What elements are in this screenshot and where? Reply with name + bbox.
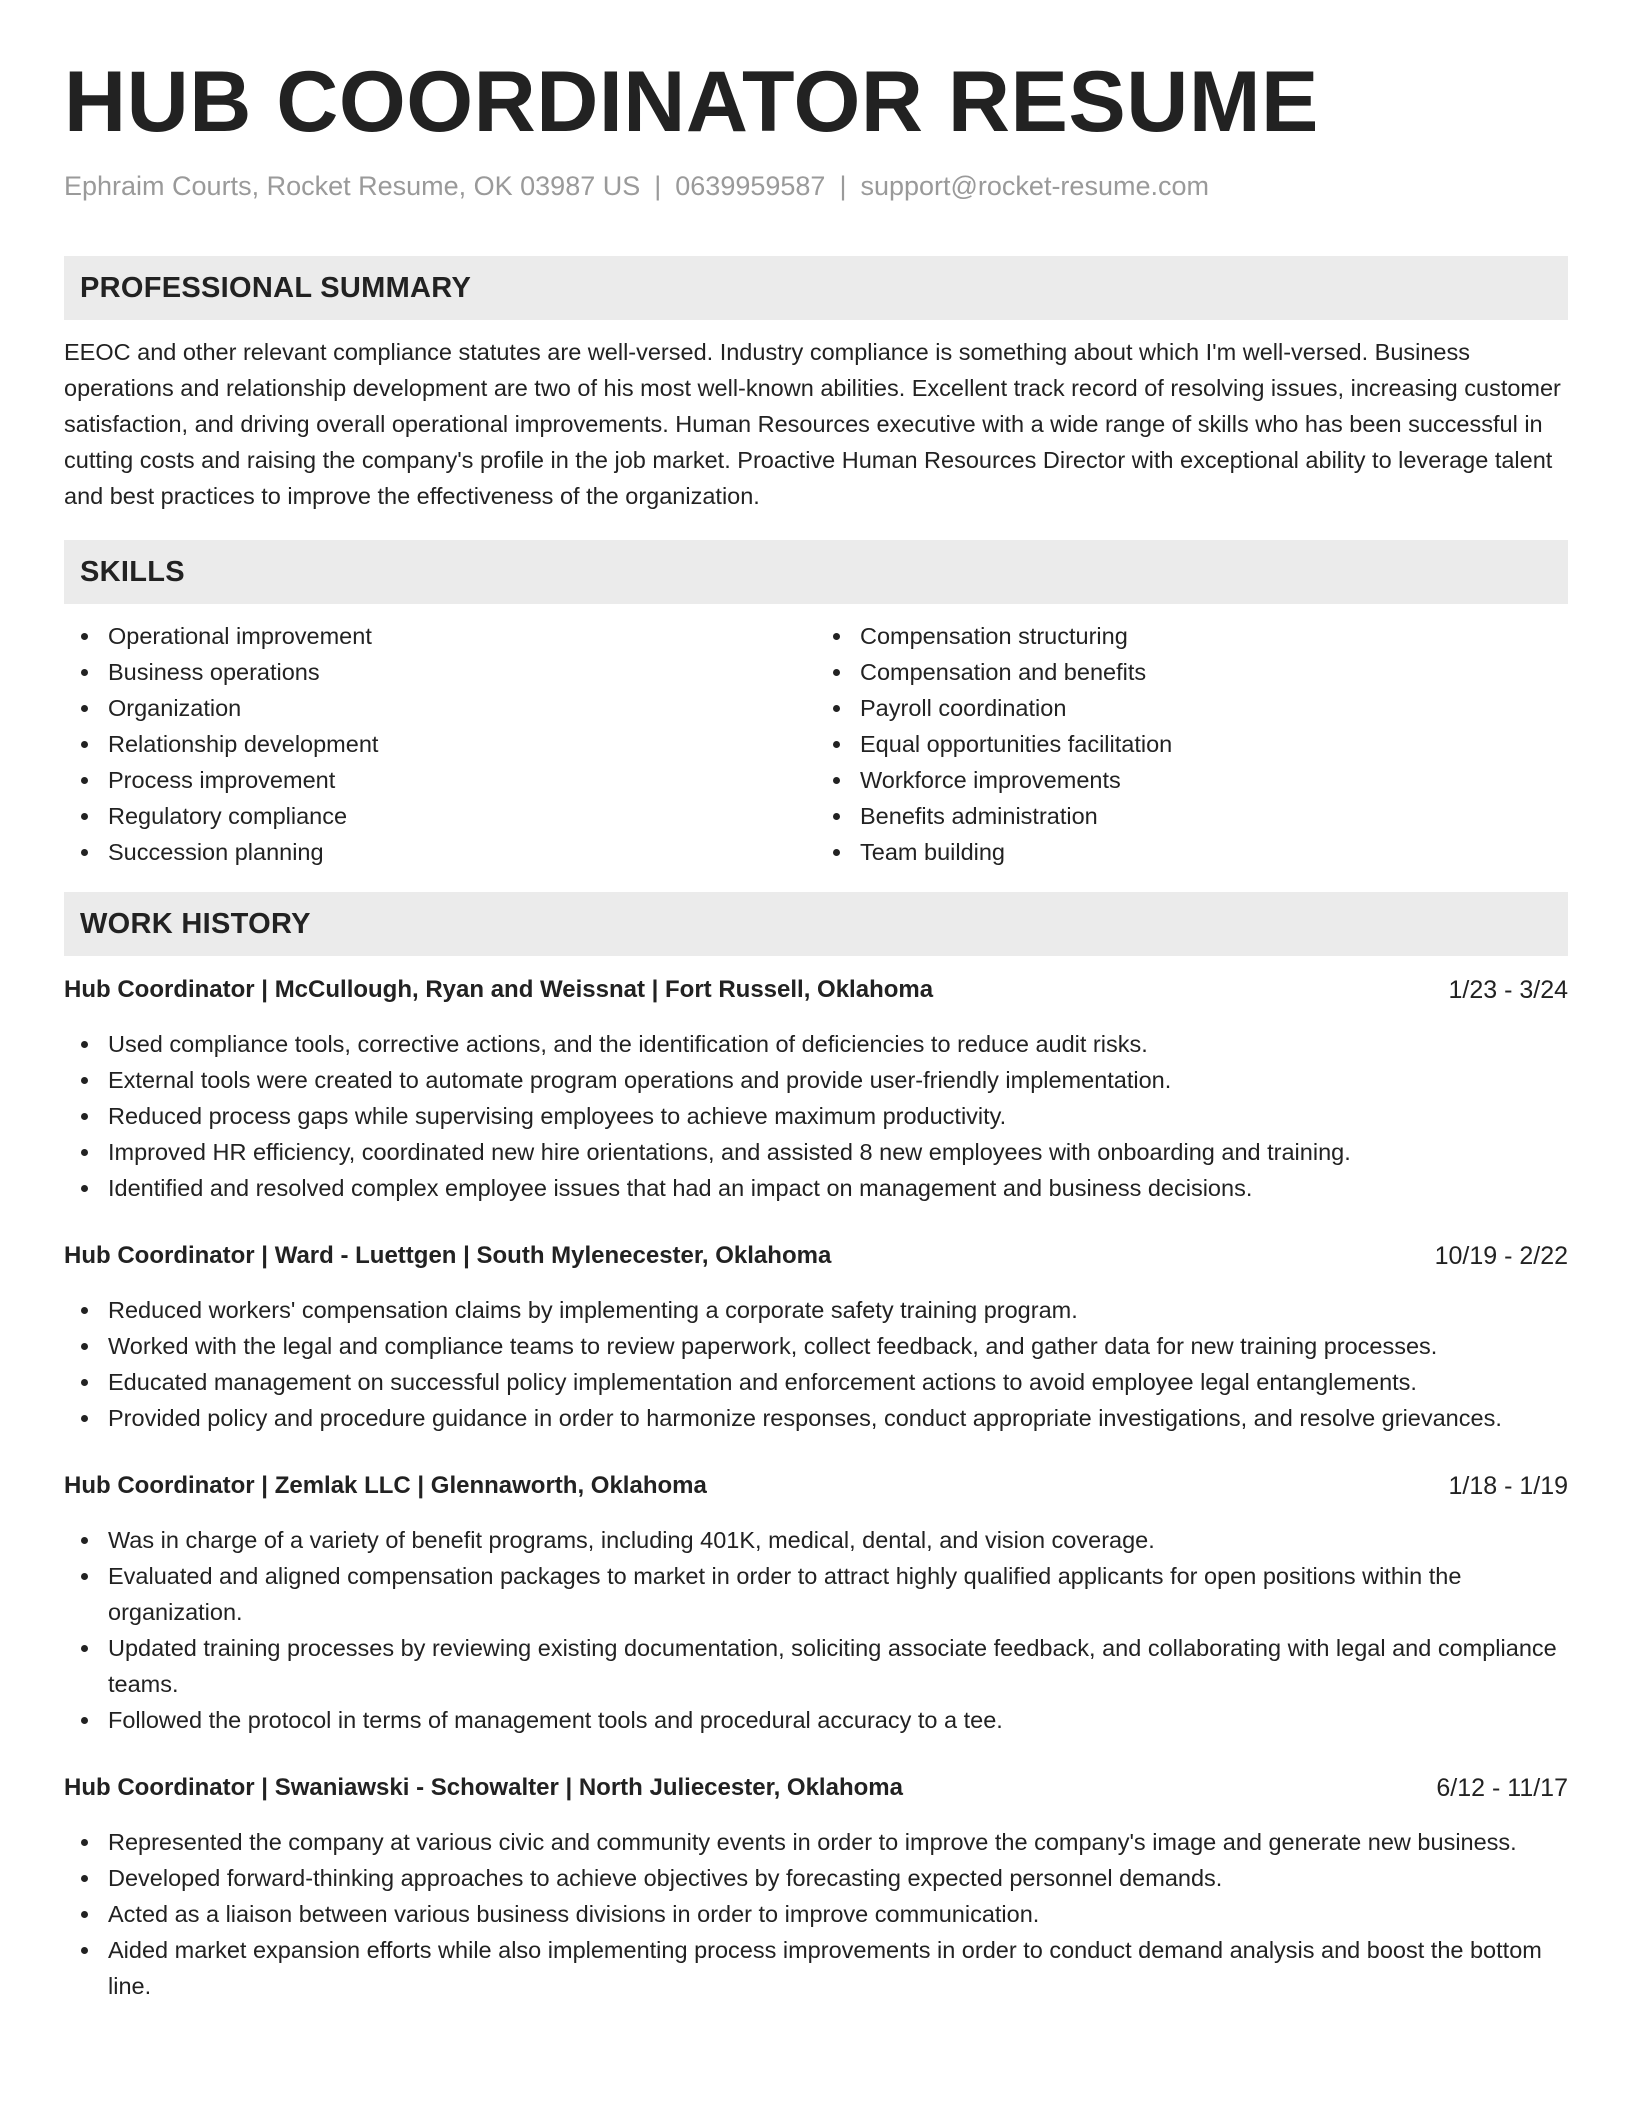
job-bullet: Reduced workers' compensation claims by implementing a corporate safety training program. (108, 1292, 1568, 1328)
job-bullet: Identified and resolved complex employee issues that had an impact on management and business decisions. (108, 1170, 1568, 1206)
job-bullet: Educated management on successful policy implementation and enforcement actions to avoid employee legal entanglements. (108, 1364, 1568, 1400)
skills-heading: SKILLS (64, 540, 1568, 604)
job-title: Hub Coordinator | Zemlak LLC | Glennaworth, Oklahoma (64, 1472, 707, 1499)
job-bullet: Acted as a liaison between various business divisions in order to improve communication. (108, 1896, 1568, 1932)
job-dates: 1/18 - 1/19 (1448, 1472, 1568, 1500)
job-bullet: Developed forward-thinking approaches to achieve objectives by forecasting expected personnel demands. (108, 1860, 1568, 1896)
job-header (64, 1238, 1568, 1274)
skills-column-left (64, 618, 816, 870)
job-dates: 6/12 - 11/17 (1436, 1774, 1568, 1802)
job-entry (64, 1238, 1568, 1436)
job-title: Hub Coordinator | Swaniawski - Schowalter | North Juliecester, Oklahoma (64, 1774, 903, 1801)
skill-item: Succession planning (108, 834, 816, 870)
job-bullets (64, 1026, 1568, 1206)
summary-text: EEOC and other relevant compliance statutes are well-versed. Industry compliance is something about which I'm well-versed. Business operations and relationship development are two of his most well-known abilities. Excellent track record of resolving issues, increasing customer satisfaction, and driving overall operational improvements. Human Resources executive with a wide range of skills who has been successful in cutting costs and raising the company's profile in the job market. Proactive Human Resources Director with exceptional ability to leverage talent and best practices to improve the effectiveness of the organization. (64, 339, 1561, 509)
job-bullet: Aided market expansion efforts while also implementing process improvements in order to conduct demand analysis and boost the bottom line. (108, 1932, 1568, 2004)
job-header (64, 1468, 1568, 1504)
contact-separator: | (839, 171, 847, 201)
job-bullet: Provided policy and procedure guidance in order to harmonize responses, conduct appropriate investigations, and resolve grievances. (108, 1400, 1568, 1436)
skill-item: Relationship development (108, 726, 816, 762)
skill-item: Operational improvement (108, 618, 816, 654)
skill-item: Payroll coordination (860, 690, 1568, 726)
contact-address: Ephraim Courts, Rocket Resume, OK 03987 US (64, 171, 641, 201)
skills-list (64, 618, 1568, 870)
skills-column-right (816, 618, 1568, 870)
job-bullets (64, 1292, 1568, 1436)
skill-item: Workforce improvements (860, 762, 1568, 798)
job-header (64, 972, 1568, 1008)
contact-phone: 0639959587 (675, 171, 826, 201)
skill-item: Compensation and benefits (860, 654, 1568, 690)
job-bullet: Was in charge of a variety of benefit programs, including 401K, medical, dental, and vision coverage. (108, 1522, 1568, 1558)
job-bullet: Worked with the legal and compliance teams to review paperwork, collect feedback, and gather data for new training processes. (108, 1328, 1568, 1364)
skill-item: Business operations (108, 654, 816, 690)
job-bullets (64, 1824, 1568, 2004)
work-history-heading: WORK HISTORY (64, 892, 1568, 956)
job-dates: 1/23 - 3/24 (1448, 976, 1568, 1004)
job-bullets (64, 1522, 1568, 1738)
job-bullet: Improved HR efficiency, coordinated new hire orientations, and assisted 8 new employees with onboarding and training. (108, 1134, 1568, 1170)
skill-item: Team building (860, 834, 1568, 870)
job-header (64, 1770, 1568, 1806)
skill-item: Equal opportunities facilitation (860, 726, 1568, 762)
summary-heading: PROFESSIONAL SUMMARY (64, 256, 1568, 320)
job-bullet: Followed the protocol in terms of management tools and procedural accuracy to a tee. (108, 1702, 1568, 1738)
job-dates: 10/19 - 2/22 (1434, 1242, 1568, 1270)
contact-separator: | (654, 171, 662, 201)
resume-title: HUB COORDINATOR RESUME (64, 54, 1319, 150)
job-entry (64, 1468, 1568, 1738)
skill-item: Process improvement (108, 762, 816, 798)
contact-email: support@rocket-resume.com (860, 171, 1209, 201)
skill-item: Organization (108, 690, 816, 726)
skill-item: Compensation structuring (860, 618, 1568, 654)
job-title: Hub Coordinator | Ward - Luettgen | South Mylenecester, Oklahoma (64, 1242, 832, 1269)
contact-line (64, 168, 1568, 204)
skill-item: Benefits administration (860, 798, 1568, 834)
job-bullet: Evaluated and aligned compensation packages to market in order to attract highly qualified applicants for open positions within the organization. (108, 1558, 1568, 1630)
job-entry (64, 972, 1568, 1206)
job-bullet: Used compliance tools, corrective actions, and the identification of deficiencies to reduce audit risks. (108, 1026, 1568, 1062)
job-bullet: Represented the company at various civic and community events in order to improve the company's image and generate new business. (108, 1824, 1568, 1860)
job-entry (64, 1770, 1568, 2004)
job-bullet: External tools were created to automate program operations and provide user-friendly implementation. (108, 1062, 1568, 1098)
job-title: Hub Coordinator | McCullough, Ryan and Weissnat | Fort Russell, Oklahoma (64, 976, 934, 1003)
skill-item: Regulatory compliance (108, 798, 816, 834)
job-bullet: Reduced process gaps while supervising employees to achieve maximum productivity. (108, 1098, 1568, 1134)
job-bullet: Updated training processes by reviewing existing documentation, soliciting associate feedback, and collaborating with legal and compliance teams. (108, 1630, 1568, 1702)
